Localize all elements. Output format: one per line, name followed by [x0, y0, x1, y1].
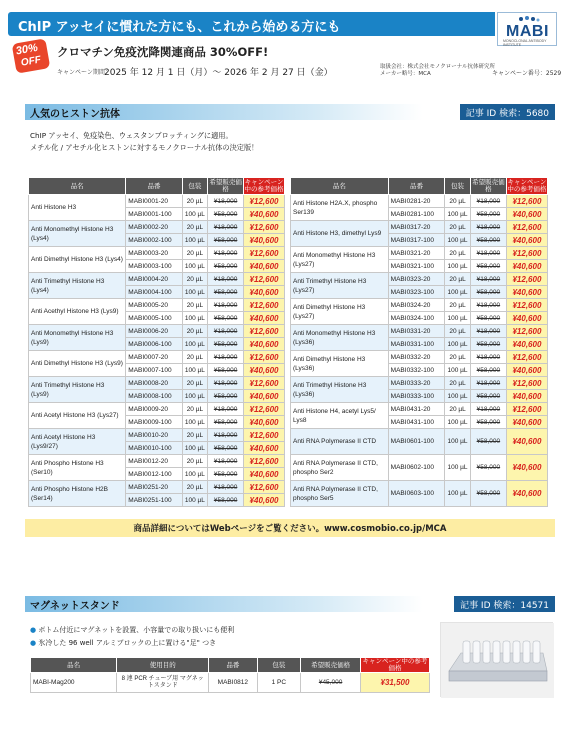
- col-header-pack: 包装: [257, 658, 301, 673]
- campaign-price: ¥40,600: [244, 208, 285, 221]
- product-code: MABI0317-20: [388, 221, 445, 234]
- campaign-price: ¥40,600: [244, 260, 285, 273]
- list-price: ¥58,000: [208, 416, 244, 429]
- list-price: ¥18,000: [208, 325, 244, 338]
- list-price: ¥58,000: [208, 442, 244, 455]
- campaign-price: ¥40,600: [506, 416, 547, 429]
- campaign-price: ¥12,600: [506, 273, 547, 286]
- table-row: [29, 455, 285, 468]
- campaign-price: ¥12,600: [244, 325, 285, 338]
- campaign-price: ¥40,600: [244, 286, 285, 299]
- product-code: MABI0324-20: [388, 299, 445, 312]
- pack-size: 100 µL: [445, 429, 471, 455]
- product-code: MABI0317-100: [388, 234, 445, 247]
- table-row: [291, 247, 548, 260]
- pack-size: 100 µL: [182, 338, 208, 351]
- campaign-price: ¥40,600: [244, 364, 285, 377]
- product-code: MABI0321-100: [388, 260, 445, 273]
- magnet-stand-image: [441, 623, 554, 698]
- product-code: MABI0008-20: [126, 377, 182, 390]
- product-name: Anti Monomethyl Histone H3 (Lys4): [29, 221, 126, 247]
- pack-size: 100 µL: [182, 494, 208, 507]
- product-name: Anti Monomethyl Histone H3 (Lys27): [291, 247, 389, 273]
- product-code: MABI0331-100: [388, 338, 445, 351]
- campaign-price: ¥40,600: [506, 234, 547, 247]
- web-page-note: 商品詳細についてはWebページをご覧ください。www.cosmobio.co.jp/MCA: [25, 519, 555, 537]
- list-price: ¥18,000: [470, 403, 506, 416]
- logo-text: MABI: [506, 23, 549, 40]
- list-price: ¥18,000: [470, 221, 506, 234]
- product-name: MABI-Mag200: [31, 673, 117, 693]
- pack-size: 20 µL: [445, 299, 471, 312]
- pack-size: 100 µL: [445, 416, 471, 429]
- product-code: MABI0003-20: [126, 247, 182, 260]
- list-price: ¥18,000: [470, 325, 506, 338]
- product-code: MABI0009-20: [126, 403, 182, 416]
- pack-size: 100 µL: [182, 468, 208, 481]
- col-header-list-price: 希望販売価格: [472, 179, 505, 193]
- campaign-price: ¥12,600: [506, 247, 547, 260]
- col-header-pack: 包装: [182, 178, 208, 195]
- pack-size: 100 µL: [182, 234, 208, 247]
- list-price: ¥58,000: [208, 364, 244, 377]
- badge-off: OFF: [20, 54, 42, 69]
- pack-size: 20 µL: [445, 325, 471, 338]
- campaign-price: ¥40,600: [244, 468, 285, 481]
- pack-size: 20 µL: [182, 299, 208, 312]
- list-price: ¥18,000: [208, 455, 244, 468]
- product-code: MABI0603-100: [388, 481, 445, 507]
- list-price: ¥18,000: [470, 273, 506, 286]
- feature-text: ボトム付近にマグネットを設置、小容量での取り扱いにも便利: [38, 626, 235, 634]
- list-price: ¥58,000: [470, 234, 506, 247]
- pack-size: 20 µL: [182, 221, 208, 234]
- product-code: MABI0003-100: [126, 260, 182, 273]
- product-name: Anti Trimethyl Histone H3 (Lys36): [291, 377, 389, 403]
- feature-text: 氷冷した 96 well アルミブロックの上に置ける"足" つき: [38, 639, 217, 647]
- campaign-price: ¥12,600: [244, 403, 285, 416]
- table-row: [291, 429, 548, 455]
- product-name: Anti Phospho Histone H2B (Ser14): [29, 481, 126, 507]
- list-price: ¥58,000: [208, 338, 244, 351]
- pack-size: 100 µL: [182, 390, 208, 403]
- feature-bullet: [30, 624, 234, 637]
- section-description: [30, 130, 258, 154]
- campaign-price: ¥12,600: [244, 247, 285, 260]
- product-code: MABI0002-20: [126, 221, 182, 234]
- campaign-price: ¥12,600: [244, 351, 285, 364]
- pack-size: 20 µL: [445, 221, 471, 234]
- product-code: MABI0332-100: [388, 364, 445, 377]
- pack-size: 100 µL: [445, 286, 471, 299]
- pack-size: 20 µL: [182, 403, 208, 416]
- product-name: Anti Phospho Histone H3 (Ser10): [29, 455, 126, 481]
- pack-size: 100 µL: [445, 364, 471, 377]
- table-row: [291, 221, 548, 234]
- table-row: [29, 299, 285, 312]
- col-header-campaign-price: キャンペーン中の参考価格: [244, 179, 284, 193]
- product-name: Anti Acetyl Histone H3 (Lys27): [29, 403, 126, 429]
- list-price: ¥18,000: [208, 351, 244, 364]
- col-header-code: 品番: [209, 658, 257, 673]
- pack-size: 20 µL: [182, 429, 208, 442]
- pack-size: 100 µL: [445, 312, 471, 325]
- product-name: Anti Histone H2A.X, phospho Ser139: [291, 195, 389, 221]
- logo-subtext: MONOCLONAL ANTIBODY INSTITUTE: [503, 39, 547, 47]
- campaign-price: ¥12,600: [506, 351, 547, 364]
- campaign-price: ¥40,600: [506, 364, 547, 377]
- pack-size: 100 µL: [445, 208, 471, 221]
- product-code: MABI0321-20: [388, 247, 445, 260]
- col-header-list-price: 希望販売価格: [209, 179, 242, 193]
- product-code: MABI0332-20: [388, 351, 445, 364]
- col-header-purpose: 使用目的: [117, 658, 209, 673]
- list-price: ¥58,000: [470, 416, 506, 429]
- list-price: ¥45,000: [301, 673, 361, 693]
- pack-size: 20 µL: [182, 325, 208, 338]
- product-name: Anti Dimethyl Histone H3 (Lys27): [291, 299, 389, 325]
- campaign-price: ¥40,600: [506, 481, 547, 507]
- col-header-campaign-price: キャンペーン中の参考価格: [360, 658, 429, 673]
- pack-size: 20 µL: [182, 455, 208, 468]
- product-name: Anti Monomethyl Histone H3 (Lys36): [291, 325, 389, 351]
- campaign-period: 2025 年 12 月 1 日（月）～ 2026 年 2 月 27 日（金）: [104, 68, 333, 78]
- table-row: [291, 377, 548, 390]
- pack-size: 20 µL: [445, 195, 471, 208]
- product-name: Anti Histone H3, dimethyl Lys9: [291, 221, 389, 247]
- campaign-price: ¥12,600: [506, 325, 547, 338]
- list-price: ¥18,000: [470, 299, 506, 312]
- list-price: ¥58,000: [208, 286, 244, 299]
- pack-size: 100 µL: [445, 234, 471, 247]
- col-header-pack: 包装: [445, 178, 471, 195]
- product-name: Anti RNA Polymerase II CTD, phospho Ser2: [291, 455, 389, 481]
- product-code: MABI0005-100: [126, 312, 182, 325]
- table-row: [29, 351, 285, 364]
- product-name: Anti Dimethyl Histone H3 (Lys4): [29, 247, 126, 273]
- pack-size: 100 µL: [182, 364, 208, 377]
- list-price: ¥18,000: [208, 221, 244, 234]
- product-code: MABI0006-100: [126, 338, 182, 351]
- description-line-1: ChIP アッセイ、免疫染色、ウェスタンブロッティングに適用。: [30, 131, 233, 140]
- table-row: [291, 481, 548, 507]
- list-price: ¥18,000: [208, 429, 244, 442]
- pack-size: 20 µL: [182, 351, 208, 364]
- product-name: Anti Trimethyl Histone H3 (Lys27): [291, 273, 389, 299]
- campaign-price: ¥12,600: [506, 195, 547, 208]
- list-price: ¥58,000: [208, 312, 244, 325]
- pack-size: 100 µL: [182, 260, 208, 273]
- product-code: MABI0007-20: [126, 351, 182, 364]
- product-code: MABI0431-100: [388, 416, 445, 429]
- section-title-magnet: マグネットスタンド: [30, 601, 120, 612]
- pack-size: 100 µL: [445, 481, 471, 507]
- campaign-price: ¥40,600: [244, 234, 285, 247]
- pack-size: 100 µL: [182, 208, 208, 221]
- pack-size: 20 µL: [445, 377, 471, 390]
- table-row: [291, 299, 548, 312]
- campaign-price: ¥12,600: [244, 221, 285, 234]
- product-purpose: 8 連 PCR チューブ用 マグネットスタンド: [117, 673, 209, 693]
- article-id-search[interactable]: 記事 ID 検索：5680: [460, 104, 555, 120]
- campaign-price: ¥40,600: [506, 260, 547, 273]
- campaign-price: ¥40,600: [506, 312, 547, 325]
- campaign-price: ¥12,600: [244, 273, 285, 286]
- product-code: MABI0333-100: [388, 390, 445, 403]
- product-code: MABI0004-100: [126, 286, 182, 299]
- product-pack: 1 PC: [257, 673, 301, 693]
- product-code: MABI0005-20: [126, 299, 182, 312]
- table-row: [29, 273, 285, 286]
- campaign-price: ¥40,600: [244, 390, 285, 403]
- product-name: Anti Acethyl Histone H3 (Lys9): [29, 299, 126, 325]
- description-line-2: メチル化 / アセチル化ヒストンに対するモノクローナル抗体の決定版！: [30, 143, 259, 152]
- product-name: Anti RNA Polymerase II CTD, phospho Ser5: [291, 481, 389, 507]
- product-name: Anti Trimethyl Histone H3 (Lys4): [29, 273, 126, 299]
- pack-size: 100 µL: [182, 442, 208, 455]
- pack-size: 20 µL: [182, 377, 208, 390]
- list-price: ¥58,000: [470, 390, 506, 403]
- product-name: Anti Histone H3: [29, 195, 126, 221]
- table-row: [29, 429, 285, 442]
- pack-size: 20 µL: [182, 481, 208, 494]
- product-code: MABI0012-100: [126, 468, 182, 481]
- campaign-price: ¥31,500: [360, 673, 429, 693]
- product-name: Anti Dimethyl Histone H3 (Lys9): [29, 351, 126, 377]
- campaign-price: ¥40,600: [506, 429, 547, 455]
- campaign-price: ¥12,600: [244, 455, 285, 468]
- campaign-subtitle: クロマチン免疫沈降関連商品 30%OFF!: [57, 45, 269, 59]
- section-magnet-header: [25, 596, 555, 612]
- maker-line-2: メーカー略号：MCA: [380, 71, 431, 77]
- product-code: MABI0331-20: [388, 325, 445, 338]
- product-name: Anti Acetyl Histone H3 (Lys9/27): [29, 429, 126, 455]
- list-price: ¥18,000: [208, 403, 244, 416]
- list-price: ¥58,000: [208, 234, 244, 247]
- col-header-name: 品名: [291, 178, 389, 195]
- campaign-price: ¥12,600: [506, 299, 547, 312]
- list-price: ¥18,000: [470, 195, 506, 208]
- table-row: [29, 377, 285, 390]
- table-row: [291, 351, 548, 364]
- pack-size: 100 µL: [445, 390, 471, 403]
- campaign-price: ¥12,600: [244, 481, 285, 494]
- table-row: [29, 325, 285, 338]
- campaign-price: ¥12,600: [244, 299, 285, 312]
- list-price: ¥18,000: [470, 377, 506, 390]
- pack-size: 100 µL: [445, 338, 471, 351]
- product-code: MABI0602-100: [388, 455, 445, 481]
- col-header-code: 品番: [126, 178, 182, 195]
- list-price: ¥58,000: [470, 286, 506, 299]
- list-price: ¥58,000: [470, 429, 506, 455]
- list-price: ¥58,000: [470, 338, 506, 351]
- product-name: Anti Histone H4, acetyl Lys5/ Lys8: [291, 403, 389, 429]
- list-price: ¥18,000: [208, 247, 244, 260]
- pack-size: 20 µL: [445, 351, 471, 364]
- list-price: ¥58,000: [208, 208, 244, 221]
- campaign-price: ¥12,600: [244, 429, 285, 442]
- list-price: ¥18,000: [470, 247, 506, 260]
- campaign-price: ¥40,600: [244, 338, 285, 351]
- campaign-price: ¥12,600: [506, 377, 547, 390]
- table-row: [29, 247, 285, 260]
- table-row: [29, 481, 285, 494]
- page-title: ChIP アッセイに慣れた方にも、これから始める方にも: [18, 20, 341, 35]
- product-name: Anti RNA Polymerase II CTD: [291, 429, 389, 455]
- maker-line-1: 取扱会社：株式会社モノクローナル抗体研究所: [380, 64, 496, 70]
- histone-table-right: [290, 177, 548, 507]
- magnet-table: [30, 657, 430, 693]
- list-price: ¥18,000: [208, 299, 244, 312]
- section-histone-header: [25, 104, 555, 120]
- list-price: ¥18,000: [470, 351, 506, 364]
- product-code: MABI0001-20: [126, 195, 182, 208]
- maker-info: [380, 64, 495, 78]
- page-title-bar: [8, 12, 495, 36]
- pack-size: 100 µL: [182, 286, 208, 299]
- pack-size: 100 µL: [445, 260, 471, 273]
- list-price: ¥58,000: [208, 468, 244, 481]
- product-name: Anti Dimethyl Histone H3 (Lys36): [291, 351, 389, 377]
- table-row: [291, 273, 548, 286]
- col-header-campaign-price: キャンペーン中の参考価格: [507, 179, 547, 193]
- campaign-price: ¥12,600: [244, 195, 285, 208]
- campaign-price: ¥40,600: [244, 494, 285, 507]
- table-row: [31, 673, 430, 693]
- product-code: MABI0333-20: [388, 377, 445, 390]
- campaign-price: ¥40,600: [244, 416, 285, 429]
- magnet-features: [30, 624, 234, 650]
- section-title: 人気のヒストン抗体: [30, 109, 120, 120]
- campaign-number: キャンペーン番号：2529: [492, 70, 562, 77]
- list-price: ¥58,000: [470, 455, 506, 481]
- list-price: ¥58,000: [208, 260, 244, 273]
- pack-size: 20 µL: [182, 195, 208, 208]
- col-header-list-price: 希望販売価格: [301, 658, 361, 673]
- pack-size: 100 µL: [445, 455, 471, 481]
- list-price: ¥58,000: [208, 494, 244, 507]
- product-code: MABI0012-20: [126, 455, 182, 468]
- product-name: Anti Monomethyl Histone H3 (Lys9): [29, 325, 126, 351]
- product-code: MABI0324-100: [388, 312, 445, 325]
- pack-size: 100 µL: [182, 312, 208, 325]
- table-row: [29, 195, 285, 208]
- list-price: ¥18,000: [208, 195, 244, 208]
- product-code: MABI0323-20: [388, 273, 445, 286]
- pack-size: 20 µL: [445, 273, 471, 286]
- list-price: ¥58,000: [470, 364, 506, 377]
- product-code: MABI0281-20: [388, 195, 445, 208]
- campaign-price: ¥40,600: [244, 442, 285, 455]
- col-header-code: 品番: [388, 178, 445, 195]
- product-code: MABI0601-100: [388, 429, 445, 455]
- product-code: MABI0004-20: [126, 273, 182, 286]
- campaign-price: ¥40,600: [506, 390, 547, 403]
- product-code: MABI0431-20: [388, 403, 445, 416]
- campaign-price: ¥40,600: [506, 286, 547, 299]
- product-code: MABI0010-100: [126, 442, 182, 455]
- list-price: ¥58,000: [208, 390, 244, 403]
- campaign-price: ¥40,600: [506, 208, 547, 221]
- table-row: [291, 455, 548, 481]
- histone-table-left: [28, 177, 285, 507]
- product-code: MABI0008-100: [126, 390, 182, 403]
- pack-size: 20 µL: [182, 273, 208, 286]
- magnet-stand-photo: [440, 622, 553, 697]
- campaign-price: ¥40,600: [506, 338, 547, 351]
- pack-size: 20 µL: [445, 247, 471, 260]
- feature-bullet: [30, 637, 234, 650]
- product-code: MABI0812: [209, 673, 257, 693]
- table-row: [291, 403, 548, 416]
- pack-size: 20 µL: [445, 403, 471, 416]
- campaign-price: ¥12,600: [244, 377, 285, 390]
- col-header-name: 品名: [29, 178, 126, 195]
- discount-badge: [12, 38, 51, 73]
- product-code: MABI0281-100: [388, 208, 445, 221]
- bullet-dot-icon: ●: [30, 626, 37, 634]
- list-price: ¥58,000: [470, 208, 506, 221]
- list-price: ¥18,000: [208, 273, 244, 286]
- col-header-name: 品名: [31, 658, 117, 673]
- period-label: キャンペーン期間：: [57, 69, 111, 76]
- list-price: ¥18,000: [208, 377, 244, 390]
- list-price: ¥18,000: [208, 481, 244, 494]
- product-code: MABI0007-100: [126, 364, 182, 377]
- logo-dots-icon: [518, 15, 540, 23]
- product-code: MABI0323-100: [388, 286, 445, 299]
- product-code: MABI0006-20: [126, 325, 182, 338]
- campaign-price: ¥40,600: [506, 455, 547, 481]
- mabi-logo: [497, 12, 557, 46]
- pack-size: 100 µL: [182, 416, 208, 429]
- bullet-dot-icon: ●: [30, 639, 37, 647]
- table-row: [29, 221, 285, 234]
- pack-size: 20 µL: [182, 247, 208, 260]
- table-row: [291, 195, 548, 208]
- table-row: [29, 403, 285, 416]
- list-price: ¥58,000: [470, 481, 506, 507]
- product-code: MABI0251-20: [126, 481, 182, 494]
- product-code: MABI0002-100: [126, 234, 182, 247]
- article-id-search-magnet[interactable]: 記事 ID 検索：14571: [454, 596, 555, 612]
- list-price: ¥58,000: [470, 260, 506, 273]
- table-row: [291, 325, 548, 338]
- campaign-price: ¥40,600: [244, 312, 285, 325]
- campaign-price: ¥12,600: [506, 221, 547, 234]
- product-code: MABI0009-100: [126, 416, 182, 429]
- campaign-price: ¥12,600: [506, 403, 547, 416]
- badge-percent: 30%: [14, 41, 39, 58]
- product-name: Anti Trimethyl Histone H3 (Lys9): [29, 377, 126, 403]
- product-code: MABI0251-100: [126, 494, 182, 507]
- product-code: MABI0010-20: [126, 429, 182, 442]
- list-price: ¥58,000: [470, 312, 506, 325]
- product-code: MABI0001-100: [126, 208, 182, 221]
